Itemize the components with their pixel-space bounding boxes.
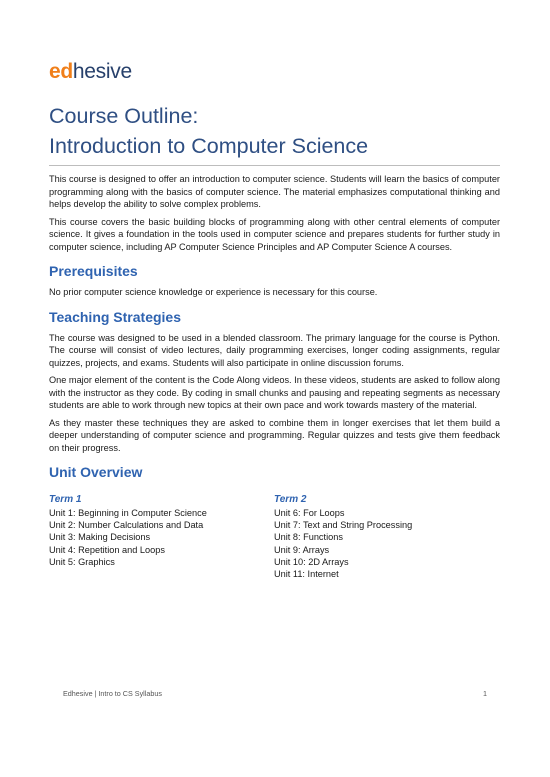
term-1-heading: Term 1 — [49, 494, 82, 505]
title-divider — [49, 165, 500, 166]
footer-label: Edhesive | Intro to CS Syllabus — [63, 689, 162, 698]
unit-item: Unit 8: Functions — [274, 532, 343, 543]
unit-item: Unit 6: For Loops — [274, 508, 345, 518]
page-footer — [63, 689, 487, 698]
document-body — [49, 173, 500, 580]
prerequisites-text: No prior computer science knowledge or experience is necessary for this course. — [49, 287, 378, 297]
page-number: 1 — [483, 689, 487, 698]
logo-part-hesive: hesive — [72, 60, 132, 83]
unit-item: Unit 3: Making Decisions — [49, 532, 151, 543]
unit-item: Unit 11: Internet — [274, 569, 339, 580]
teaching-paragraph: One major element of the content is the Code Along videos. In these videos, students are asked to follow along with the instructor as they code. By coding in small chunks and pausing and repeating segments as necessary students are able to work through new topics at their own pace and work towards mastery of the material. — [49, 375, 500, 410]
intro-paragraph: This course is designed to offer an introduction to computer science. Students will learn the basics of computer programming along with the basics of computer science. The material emphasizes computational thinking and helps develop the ability to solve complex problems. — [49, 174, 500, 209]
title-line-1: Course Outline: — [49, 104, 199, 128]
logo-part-ed: ed — [49, 60, 73, 83]
title-line-2: Introduction to Computer Science — [49, 134, 369, 158]
teaching-paragraph: The course was designed to be used in a blended classroom. The primary language for the course is Python. The course will consist of video lectures, daily programming exercises, longer coding assignments, regular quizzes, projects, and exams. Students will also participate in online discussion forums. — [49, 332, 500, 368]
unit-item: Unit 10: 2D Arrays — [274, 556, 349, 567]
unit-terms — [49, 494, 500, 580]
unit-item: Unit 2: Number Calculations and Data — [49, 520, 204, 531]
unit-item: Unit 9: Arrays — [274, 544, 330, 555]
edhesive-logo — [49, 60, 132, 84]
intro-paragraph: This course covers the basic building blocks of programming along with other central elements of computer science. It gives a foundation in the tools used in computer science and prepares students for further study in computer science, including AP Computer Science Principles and AP Computer Science A courses. — [49, 216, 500, 252]
term-1-column — [49, 494, 274, 580]
page-title — [49, 101, 509, 161]
term-2-column — [274, 494, 499, 580]
term-2-heading: Term 2 — [274, 494, 307, 505]
prerequisites-heading: Prerequisites — [49, 263, 138, 279]
unit-overview-heading: Unit Overview — [49, 464, 143, 480]
unit-item: Unit 5: Graphics — [49, 556, 115, 567]
teaching-strategies-heading: Teaching Strategies — [49, 308, 182, 325]
unit-item: Unit 4: Repetition and Loops — [49, 544, 165, 555]
teaching-paragraph: As they master these techniques they are asked to combine them in longer exercises that let them build a deeper understanding of computer science and programming. Regular quizzes and tests give them feedback on their progress. — [49, 417, 500, 453]
unit-item: Unit 1: Beginning in Computer Science — [49, 508, 207, 518]
unit-item: Unit 7: Text and String Processing — [274, 520, 413, 531]
